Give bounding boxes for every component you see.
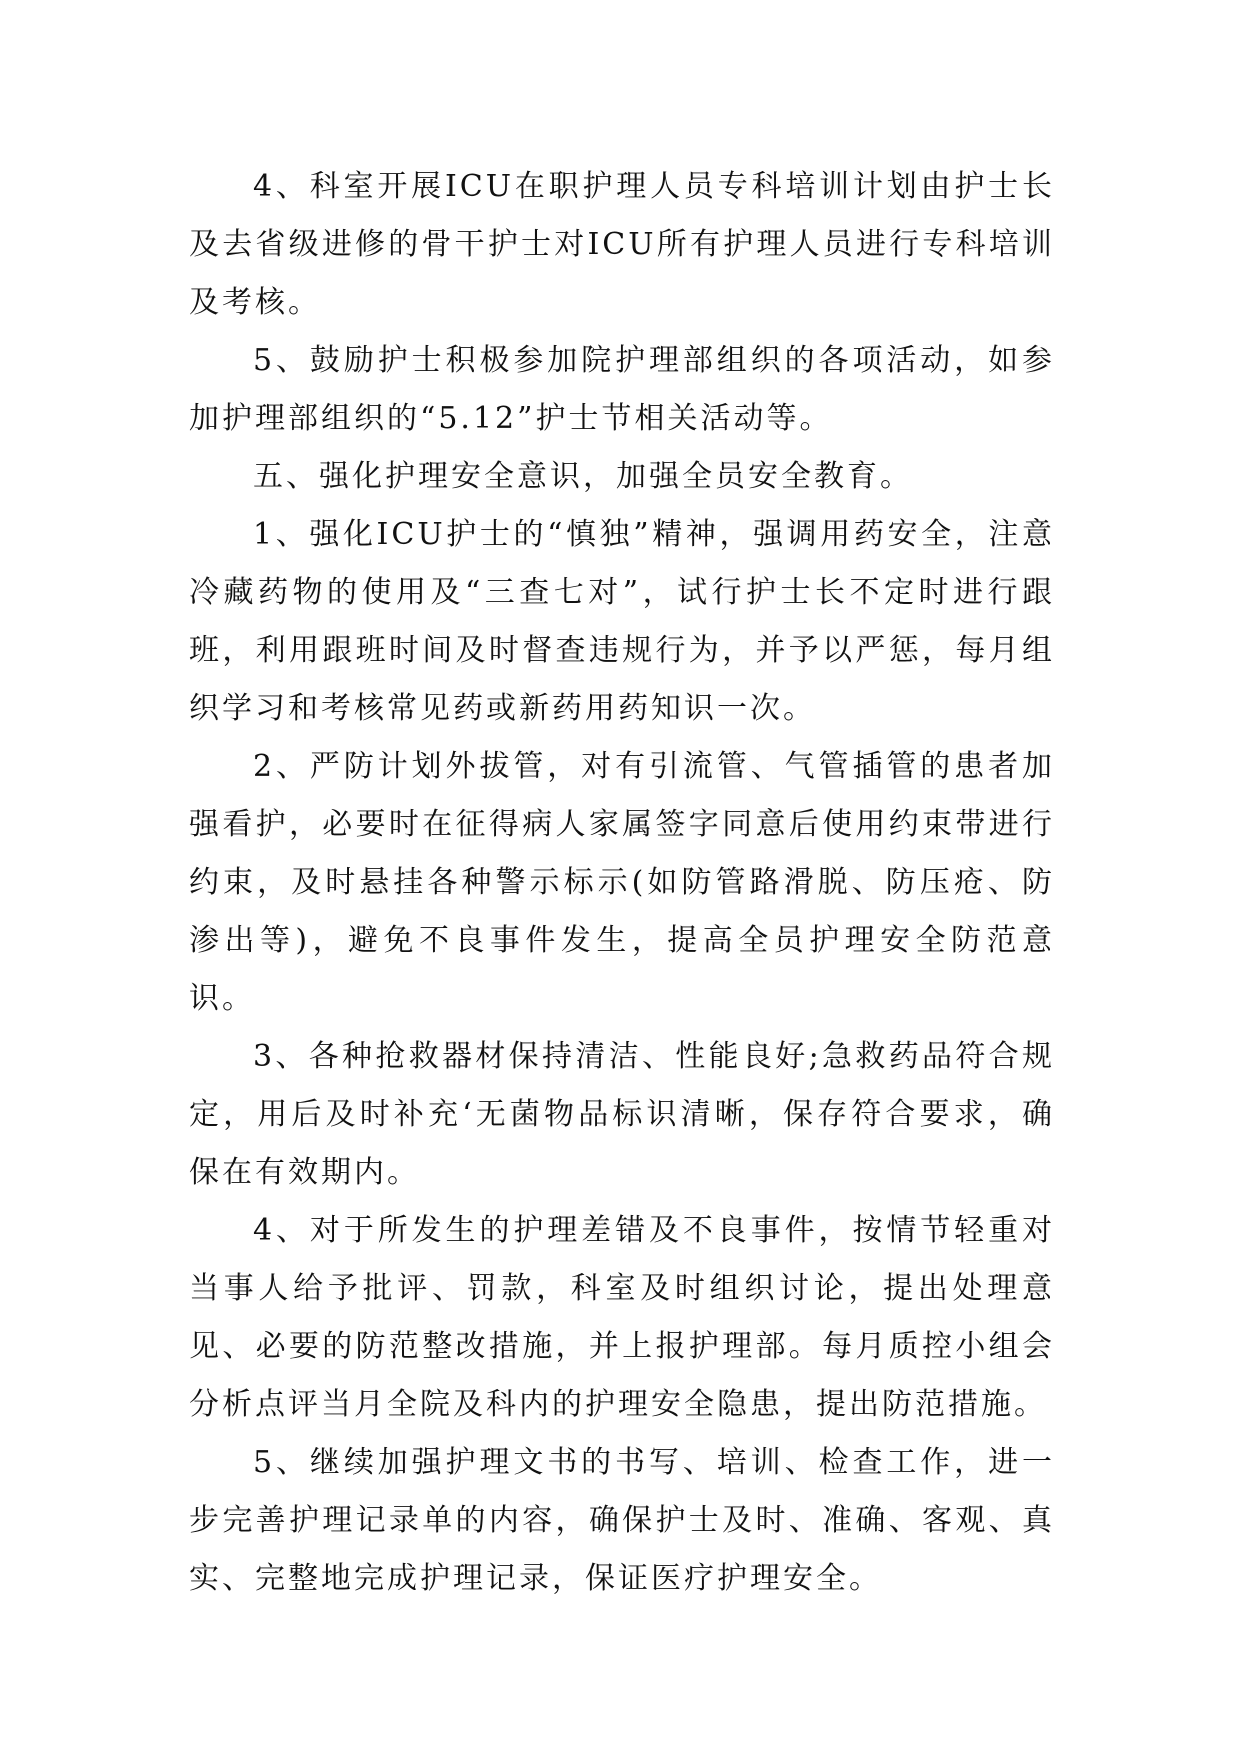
document-body (189, 158, 1055, 1608)
paragraph-nursing-documents: 5、继续加强护理文书的书写、培训、检查工作，进一步完善护理记录单的内容，确保护士及时、准确、客观、真实、完整地完成护理记录，保证医疗护理安全。 (189, 1445, 1055, 1596)
paragraph-medication-safety: 1、强化ICU护士的“慎独”精神，强调用药安全，注意冷藏药物的使用及“三查七对”，试行护士长不定时进行跟班，利用跟班时间及时督查违规行为，并予以严惩，每月组织学习和考核常见药或新药用药知识一次。 (189, 517, 1055, 726)
paragraph-nurse-activities: 5、鼓励护士积极参加院护理部组织的各项活动，如参加护理部组织的“5.12”护士节相关活动等。 (189, 343, 1055, 436)
paragraph-rescue-equipment: 3、各种抢救器材保持清洁、性能良好;急救药品符合规定，用后及时补充‘无菌物品标识清晰，保存符合要求，确保在有效期内。 (189, 1039, 1055, 1190)
paragraph-error-handling: 4、对于所发生的护理差错及不良事件，按情节轻重对当事人给予批评、罚款，科室及时组织讨论，提出处理意见、必要的防范整改措施，并上报护理部。每月质控小组会分析点评当月全院及科内的护理安全隐患，提出防范措施。 (189, 1213, 1055, 1422)
section-heading-safety: 五、强化护理安全意识，加强全员安全教育。 (253, 459, 913, 494)
paragraph-training-plan: 4、科室开展ICU在职护理人员专科培训计划由护士长及去省级进修的骨干护士对ICU所有护理人员进行专科培训及考核。 (189, 169, 1055, 320)
paragraph-extubation-prevention: 2、严防计划外拔管，对有引流管、气管插管的患者加强看护，必要时在征得病人家属签字同意后使用约束带进行约束，及时悬挂各种警示标示(如防管路滑脱、防压疮、防渗出等)，避免不良事件发生，提高全员护理安全防范意识。 (189, 749, 1055, 1016)
